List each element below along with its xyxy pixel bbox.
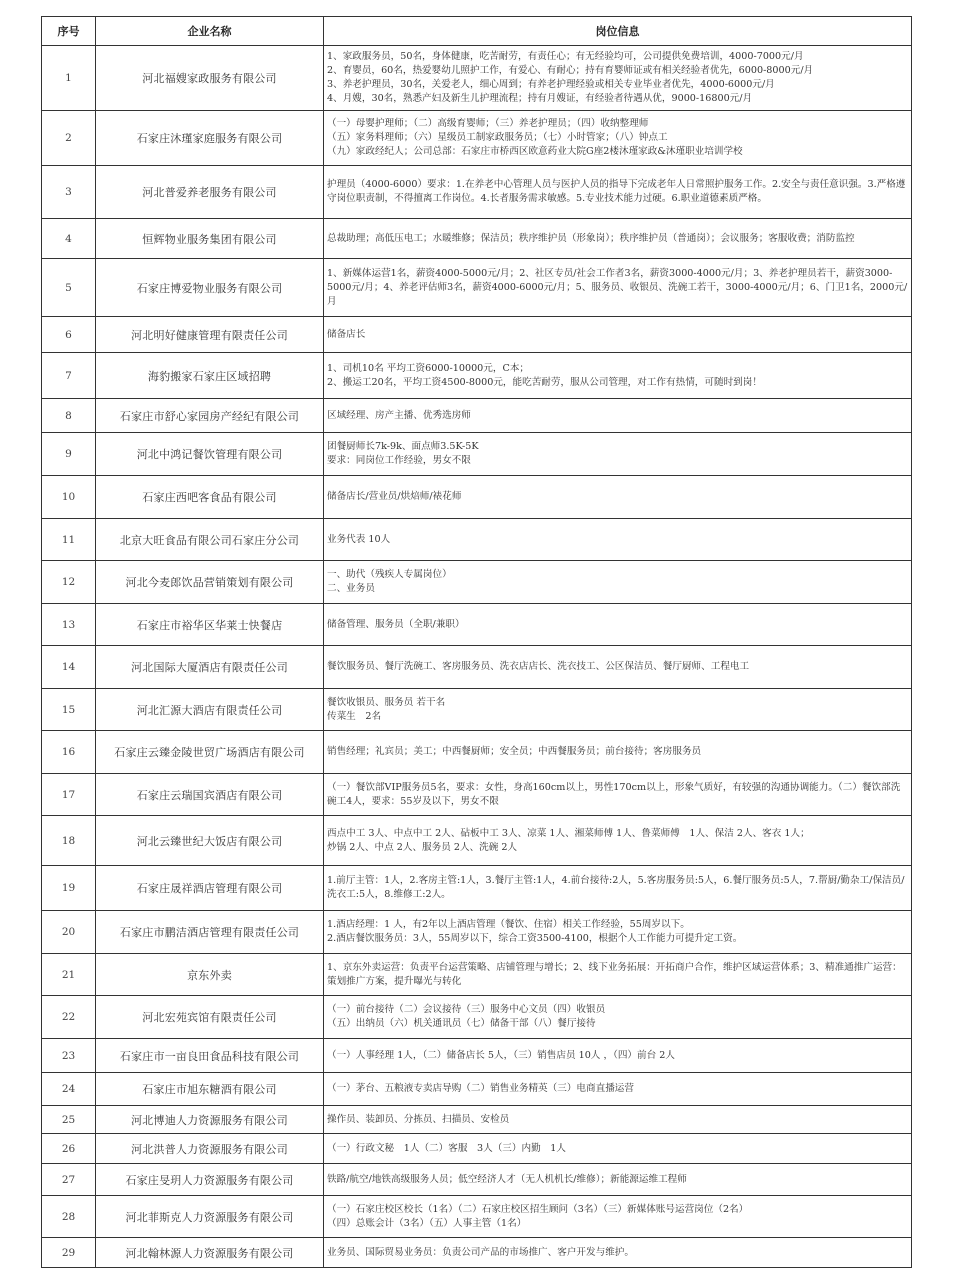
- position-line: 业务代表 10人: [327, 533, 391, 545]
- position-info: [324, 1238, 912, 1268]
- position-line: 储备店长: [327, 328, 366, 340]
- table-row: [42, 317, 912, 353]
- company-name: 河北云臻世纪大饭店有限公司: [96, 816, 324, 866]
- row-index: 29: [42, 1238, 96, 1268]
- table-row: [42, 219, 912, 259]
- row-index: 28: [42, 1196, 96, 1238]
- position-info: [324, 166, 912, 219]
- position-info: [324, 1039, 912, 1073]
- position-line: 储备管理、服务员（全职/兼职）: [327, 618, 465, 630]
- position-info: [324, 317, 912, 353]
- position-info: [324, 399, 912, 433]
- table-row: [42, 604, 912, 646]
- table-row: [42, 399, 912, 433]
- position-line: （四）总账会计（3名）（五）人事主管（1名）: [327, 1217, 527, 1229]
- company-name: 河北博迪人力资源服务有限公司: [96, 1106, 324, 1134]
- row-index: 11: [42, 519, 96, 561]
- company-name: 河北洪普人力资源服务有限公司: [96, 1134, 324, 1164]
- company-name: 石家庄市鹏洁酒店管理有限责任公司: [96, 911, 324, 954]
- row-index: 21: [42, 954, 96, 996]
- table-body: [42, 46, 912, 1268]
- row-index: 27: [42, 1164, 96, 1196]
- company-name: 石家庄晟祥酒店管理有限公司: [96, 866, 324, 911]
- position-line: 餐饮服务员、餐厅洗碗工、客房服务员、洗衣店店长、洗衣技工、公区保洁员、餐厅厨师、工程电工: [327, 661, 750, 672]
- table-row: [42, 646, 912, 689]
- position-line: 1.酒店经理：1 人，有2年以上酒店管理（餐饮、住宿）相关工作经验，55周岁以下。: [327, 919, 690, 930]
- position-info: [324, 646, 912, 689]
- position-info: [324, 1073, 912, 1106]
- position-info: [324, 111, 912, 166]
- position-line: （一）行政文秘 1人（二）客服 3人（三）内勤 1人: [327, 1142, 566, 1154]
- position-line: 西点中工 3人、中点中工 2人、砧板中工 3人、凉菜 1人、湘菜师傅 1人、鲁菜师傅 1人、保洁 2人、客衣 1人；: [327, 827, 810, 839]
- row-index: 2: [42, 111, 96, 166]
- table-row: [42, 1134, 912, 1164]
- company-name: 石家庄博爱物业服务有限公司: [96, 259, 324, 317]
- table-row: [42, 259, 912, 317]
- table-row: [42, 1238, 912, 1268]
- company-name: 河北国际大厦酒店有限责任公司: [96, 646, 324, 689]
- company-name: 河北宏苑宾馆有限责任公司: [96, 996, 324, 1039]
- position-info: [324, 353, 912, 399]
- row-index: 22: [42, 996, 96, 1039]
- company-name: 河北翰林源人力资源服务有限公司: [96, 1238, 324, 1268]
- position-info: [324, 911, 912, 954]
- position-line: 2、搬运工20名，平均工资4500-8000元，能吃苦耐劳，服从公司管理，对工作有热情，可随时到岗！: [327, 376, 762, 388]
- company-name: 河北福嫂家政服务有限公司: [96, 46, 324, 111]
- row-index: 19: [42, 866, 96, 911]
- position-info: [324, 1196, 912, 1238]
- company-name: 石家庄沐瑾家庭服务有限公司: [96, 111, 324, 166]
- table-row: [42, 731, 912, 774]
- position-line: （一）人事经理 1人，（二）储备店长 5人，（三）销售店员 10人 ，（四）前台 2人: [327, 1049, 675, 1061]
- position-line: （一）前台接待（二）会议接待（三）服务中心文员（四）收银员: [327, 1004, 606, 1015]
- position-line: 护理员（4000-6000）要求：1.在养老中心管理人员与医护人员的指导下完成老年人日常照护服务工作。2.安全与责任意识强。3.严格遵守岗位职责制，不得擅离工作岗位。4.长者服务需求敏感。5.专业技术能力过硬。6.职业道德素质严格。: [327, 179, 906, 204]
- position-line: 团餐厨师长7k-9k、面点师3.5K-5K: [327, 441, 479, 452]
- position-info: [324, 433, 912, 476]
- table-row: [42, 689, 912, 731]
- company-name: 河北汇源大酒店有限责任公司: [96, 689, 324, 731]
- row-index: 26: [42, 1134, 96, 1164]
- position-line: （五）出纳员（六）机关通讯员（七）储备干部（八）餐厅接待: [327, 1018, 596, 1029]
- company-name: 河北普爱养老服务有限公司: [96, 166, 324, 219]
- position-info: [324, 689, 912, 731]
- position-line: 餐饮收银员、服务员 若干名: [327, 696, 446, 708]
- table-row: [42, 816, 912, 866]
- row-index: 8: [42, 399, 96, 433]
- company-name: 恒辉物业服务集团有限公司: [96, 219, 324, 259]
- row-index: 23: [42, 1039, 96, 1073]
- position-line: 炒锅 2人、中点 2人、服务员 2人、洗碗 2人: [327, 841, 518, 853]
- row-index: 9: [42, 433, 96, 476]
- header-company: 企业名称: [96, 17, 324, 46]
- position-line: 1.前厅主管：1人，2.客房主管:1人，3.餐厅主管:1人，4.前台接待:2人，5.客房服务员:5人，6.餐厅服务员:5人，7.帮厨/勤杂工/保洁员/洗衣工:5人，8.维修工:2人。: [327, 875, 905, 900]
- position-line: （一）母婴护理师；（二）高级育婴师；（三）养老护理员；（四）收纳整理师: [327, 118, 649, 129]
- table-row: [42, 353, 912, 399]
- table-row: [42, 519, 912, 561]
- position-line: 操作员、装卸员、分拣员、扫描员、安检员: [327, 1113, 510, 1125]
- position-line: 业务员、国际贸易业务员：负责公司产品的市场推广、客户开发与维护。: [327, 1246, 634, 1258]
- position-line: 传菜生 2名: [327, 710, 382, 722]
- position-line: （一）石家庄校区校长（1名）（二）石家庄校区招生顾问（3名）（三）新媒体账号运营岗位（2名）: [327, 1203, 749, 1215]
- row-index: 17: [42, 774, 96, 816]
- table-row: [42, 1073, 912, 1106]
- position-info: [324, 219, 912, 259]
- table-row: [42, 433, 912, 476]
- table-row: [42, 774, 912, 816]
- row-index: 25: [42, 1106, 96, 1134]
- table-row: [42, 1039, 912, 1073]
- table-row: [42, 476, 912, 519]
- position-line: 总裁助理；高低压电工；水暖维修；保洁员；秩序维护员（形象岗）；秩序维护员（普通岗）；会议服务；客服收费；消防监控: [327, 232, 855, 244]
- position-line: 一、助代（残疾人专属岗位）: [327, 569, 452, 580]
- position-line: 二、业务员: [327, 583, 375, 594]
- row-index: 14: [42, 646, 96, 689]
- table-row: [42, 561, 912, 604]
- position-line: 区域经理、房产主播、优秀选房师: [327, 409, 471, 421]
- position-info: [324, 866, 912, 911]
- company-name: 河北今麦郎饮品营销策划有限公司: [96, 561, 324, 604]
- position-info: [324, 774, 912, 816]
- header-row: [42, 17, 912, 46]
- row-index: 6: [42, 317, 96, 353]
- position-line: 要求：同岗位工作经验，男女不限: [327, 455, 471, 466]
- position-info: [324, 604, 912, 646]
- position-line: 1、司机10名 平均工资6000-10000元，C本；: [327, 362, 530, 374]
- position-line: 1、新媒体运营1名，薪资4000-5000元/月；2、社区专员/社会工作者3名，薪资3000-4000元/月；3、养老护理员若干，薪资3000-5000元/月；4、养老评估师3名，薪资4000-6000元/月；5、服务员、收银员、洗碗工若干，3000-4000元/月；6、门卫1名，2000元/月: [327, 267, 908, 307]
- company-name: 石家庄旻玥人力资源服务有限公司: [96, 1164, 324, 1196]
- header-positions: 岗位信息: [324, 17, 912, 46]
- position-info: [324, 996, 912, 1039]
- company-name: 石家庄西吧客食品有限公司: [96, 476, 324, 519]
- row-index: 24: [42, 1073, 96, 1106]
- row-index: 15: [42, 689, 96, 731]
- position-info: [324, 816, 912, 866]
- table-row: [42, 996, 912, 1039]
- position-line: 2、育婴员，60名，热爱婴幼儿照护工作，有爱心、有耐心；持有育婴师证或有相关经验者优先，6000-8000元/月: [327, 65, 814, 76]
- position-line: 铁路/航空/地铁高级服务人员；低空经济人才（无人机机长/维修）；新能源运维工程师: [327, 1173, 687, 1185]
- position-info: [324, 259, 912, 317]
- table-row: [42, 911, 912, 954]
- position-info: [324, 1106, 912, 1134]
- company-name: 海豹搬家石家庄区域招聘: [96, 353, 324, 399]
- company-name: 河北菲斯克人力资源服务有限公司: [96, 1196, 324, 1238]
- position-line: 销售经理；礼宾员；美工；中西餐厨师；安全员；中西餐服务员；前台接待；客房服务员: [327, 746, 702, 757]
- table-row: [42, 111, 912, 166]
- job-listing-table: [41, 16, 912, 1268]
- position-info: [324, 731, 912, 774]
- row-index: 4: [42, 219, 96, 259]
- row-index: 5: [42, 259, 96, 317]
- row-index: 13: [42, 604, 96, 646]
- position-line: 1、家政服务员，50名，身体健康，吃苦耐劳，有责任心；有无经验均可，公司提供免费培训，4000-7000元/月: [327, 51, 804, 62]
- position-line: 1、京东外卖运营：负责平台运营策略、店铺管理与增长；2、线下业务拓展：开拓商户合作，维护区域运营体系；3、精准通推广运营：策划推广方案，提升曝光与转化: [327, 961, 902, 987]
- table-row: [42, 954, 912, 996]
- position-info: [324, 519, 912, 561]
- position-line: 4、月嫂，30名，熟悉产妇及新生儿护理流程；持有月嫂证，有经验者待遇从优，9000-16800元/月: [327, 93, 753, 104]
- position-info: [324, 954, 912, 996]
- position-info: [324, 46, 912, 111]
- company-name: 石家庄市旭东糖酒有限公司: [96, 1073, 324, 1106]
- company-name: 京东外卖: [96, 954, 324, 996]
- position-line: （一）餐饮部VIP服务员5名，要求：女性，身高160cm以上，男性170cm以上，形象气质好，有较强的沟通协调能力。（二）餐饮部洗碗工4人，要求：55岁及以下，男女不限: [327, 781, 901, 807]
- position-line: 2.酒店餐饮服务员：3人，55周岁以下，综合工资3500-4100，根据个人工作能力可提升定工资。: [327, 933, 743, 944]
- table-row: [42, 1196, 912, 1238]
- table-row: [42, 166, 912, 219]
- company-name: 石家庄云臻金陵世贸广场酒店有限公司: [96, 731, 324, 774]
- company-name: 河北中鸿记餐饮管理有限公司: [96, 433, 324, 476]
- row-index: 3: [42, 166, 96, 219]
- position-line: （五）家务料理师；（六）星级员工制家政服务员；（七）小时管家；（八）钟点工: [327, 132, 668, 143]
- row-index: 12: [42, 561, 96, 604]
- position-line: （九）家政经纪人；公司总部：石家庄市桥西区欧意药业大院G座2楼沐瑾家政&沐瑾职业培训学校: [327, 146, 743, 157]
- row-index: 1: [42, 46, 96, 111]
- row-index: 20: [42, 911, 96, 954]
- company-name: 石家庄市舒心家园房产经纪有限公司: [96, 399, 324, 433]
- position-info: [324, 1134, 912, 1164]
- row-index: 18: [42, 816, 96, 866]
- position-info: [324, 476, 912, 519]
- table-row: [42, 1106, 912, 1134]
- row-index: 10: [42, 476, 96, 519]
- table-row: [42, 46, 912, 111]
- row-index: 7: [42, 353, 96, 399]
- position-line: （一）茅台、五粮液专卖店导购（二）销售业务精英（三）电商直播运营: [327, 1083, 634, 1094]
- position-line: 储备店长/营业员/烘焙师/裱花师: [327, 491, 462, 502]
- table-row: [42, 866, 912, 911]
- row-index: 16: [42, 731, 96, 774]
- position-info: [324, 1164, 912, 1196]
- company-name: 北京大旺食品有限公司石家庄分公司: [96, 519, 324, 561]
- company-name: 石家庄云瑞国宾酒店有限公司: [96, 774, 324, 816]
- position-info: [324, 561, 912, 604]
- company-name: 石家庄市裕华区华莱士快餐店: [96, 604, 324, 646]
- position-line: 3、养老护理员，30名，关爱老人，细心周到；有养老护理经验或相关专业毕业者优先，4000-6000元/月: [327, 79, 775, 90]
- company-name: 河北明好健康管理有限责任公司: [96, 317, 324, 353]
- company-name: 石家庄市一亩良田食品科技有限公司: [96, 1039, 324, 1073]
- header-index: 序号: [42, 17, 96, 46]
- table-row: [42, 1164, 912, 1196]
